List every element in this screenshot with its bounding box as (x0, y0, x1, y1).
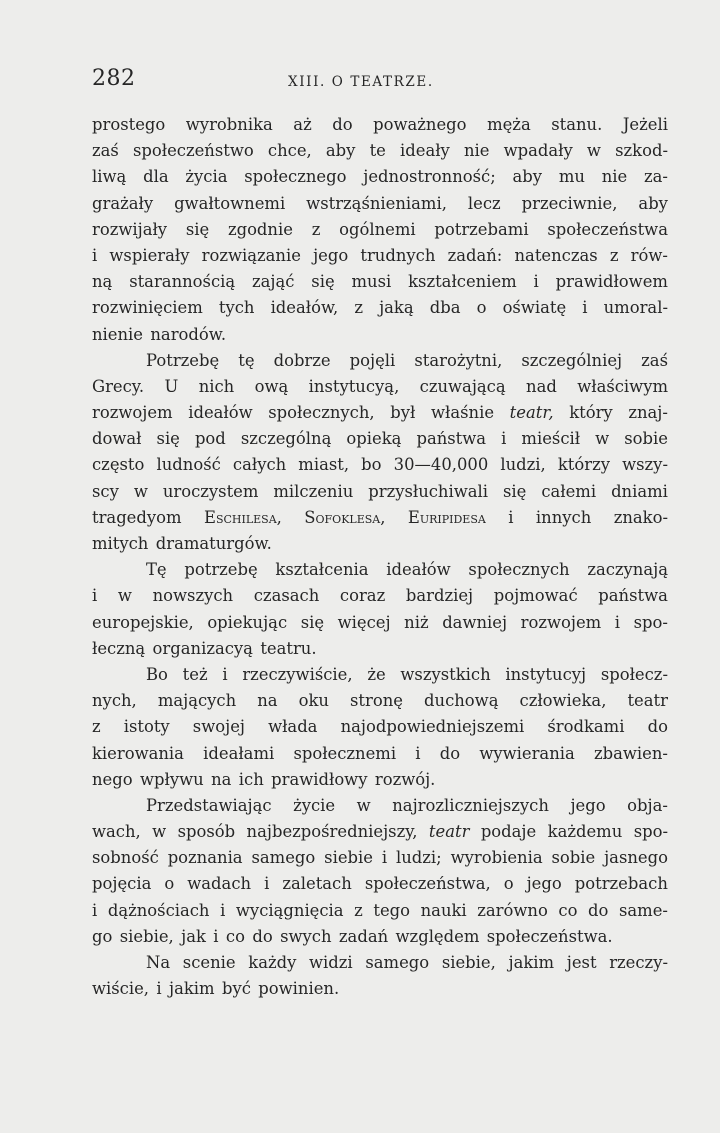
text-line (92, 924, 668, 950)
word: starannością (129, 272, 236, 292)
text-line (92, 898, 668, 924)
word: rów- (630, 245, 668, 265)
word: Potrzebę (146, 350, 220, 370)
text-line (92, 191, 668, 217)
page-number: 282 (92, 66, 136, 91)
word: obja- (627, 795, 668, 815)
word: rozwój. (374, 769, 436, 789)
word: rozwojem (520, 612, 602, 632)
word: liwą (92, 167, 127, 187)
word: ideałów (188, 403, 253, 423)
word: go (92, 926, 113, 946)
word: te (369, 141, 386, 161)
word: mitych (92, 534, 149, 553)
word: z (311, 219, 321, 239)
word: czasach (253, 586, 320, 606)
word: samego (365, 953, 430, 972)
word: społeczeństwa (547, 219, 668, 239)
word: wach, (92, 822, 141, 842)
word: Przedstawiając (146, 795, 272, 815)
word: nich (198, 376, 235, 396)
word: scy (92, 481, 119, 501)
word: kształcenia (275, 560, 369, 580)
word: jakim (169, 979, 215, 999)
word: o (503, 874, 514, 894)
word: wszystkich (400, 664, 491, 684)
word: względem (395, 926, 480, 946)
word: społecznego (244, 167, 347, 187)
word: Na (146, 953, 171, 972)
word: i (415, 743, 421, 763)
word: do (252, 926, 273, 946)
word: mieścił (521, 429, 581, 449)
word: wiście, (92, 979, 150, 999)
word: wadach (187, 874, 252, 894)
word: który (569, 403, 613, 423)
word: nego (92, 769, 133, 789)
word: każdemu (547, 822, 623, 842)
page-header (92, 66, 668, 96)
word: państwa (598, 586, 668, 606)
word: każdy (248, 953, 297, 972)
word: prawidłowy (271, 769, 368, 789)
word: tragedyom (92, 507, 182, 527)
word: i (92, 586, 98, 606)
word: sobie (551, 848, 596, 868)
word: z (354, 900, 363, 920)
word: trudnych (360, 245, 436, 265)
word: aby (638, 193, 668, 213)
word: niż (404, 612, 429, 632)
word: ideałów, (270, 298, 339, 318)
word: i (156, 979, 162, 999)
word: ideały (400, 141, 450, 161)
word: kształceniem (408, 272, 517, 292)
word: stanu. (551, 115, 603, 134)
word: swych (280, 926, 332, 946)
word: musi (351, 272, 392, 292)
word: jest (566, 953, 597, 972)
word: na (211, 769, 232, 789)
word: U (164, 376, 179, 396)
text-line (92, 322, 668, 348)
word: same- (619, 900, 668, 920)
running-head: XIII. O TEATRZE. (288, 74, 434, 90)
word: na (257, 691, 278, 711)
word: co (225, 926, 245, 946)
word: coraz (339, 586, 386, 606)
word: najodpowiedniejszemi (340, 717, 525, 737)
word: lecz (467, 193, 501, 213)
word: Sofoklesa, (304, 507, 386, 527)
word: i (381, 848, 388, 868)
word: za- (644, 167, 668, 187)
word: jego (313, 245, 349, 265)
word: ną (92, 272, 113, 292)
word: przysłuchiwali (368, 481, 489, 501)
word: ludność (156, 455, 221, 475)
text-line (92, 531, 668, 557)
word: z (354, 298, 363, 318)
word: społecznych, (268, 403, 375, 423)
word: powinien. (258, 979, 340, 999)
word: zaczynają (587, 560, 668, 580)
text-line (92, 138, 668, 164)
word: społecznemi (293, 743, 397, 763)
word: bardziej (405, 586, 474, 606)
word: natenczas (514, 245, 598, 265)
word: siebie, (119, 926, 174, 946)
word: zaletach (282, 874, 352, 894)
word: wpadały (503, 141, 573, 161)
word: rozwinięciem (92, 298, 203, 318)
text-line (92, 452, 668, 478)
word: prostego (92, 115, 166, 134)
text-line (92, 662, 668, 688)
word: opiekując (207, 612, 288, 632)
word: potrzebę (184, 560, 258, 580)
word: i (614, 612, 621, 632)
word: dobrze (273, 350, 331, 370)
word: łeczną (92, 638, 146, 658)
word: całych (232, 455, 287, 475)
word: rozwiązanie (201, 245, 301, 265)
word: i (92, 900, 98, 920)
word: społecznych (468, 560, 570, 580)
word: wywierania (479, 743, 575, 763)
word: najbezpośredniejszy, (246, 822, 418, 842)
word: Bo (146, 664, 168, 684)
word: czuwającą (419, 376, 506, 396)
word: Jeżeli (622, 115, 668, 134)
word: tych (218, 298, 255, 318)
word: starożytni, (414, 350, 503, 370)
word: i (533, 272, 539, 292)
word: zadań: (447, 245, 503, 265)
text-line (92, 741, 668, 767)
word: być (221, 979, 251, 999)
word: się (311, 272, 335, 292)
word: jakim (508, 953, 555, 972)
word: instytucyj (505, 664, 587, 684)
word: rzeczy- (609, 953, 668, 972)
word: milczeniu (273, 481, 354, 501)
word: nienie (92, 324, 143, 344)
word: grażały (92, 193, 154, 213)
word: się (185, 219, 210, 239)
word: gwałtownemi (174, 193, 286, 213)
word: co (558, 900, 578, 920)
word: chce, (267, 141, 312, 161)
word: uroczystem (162, 481, 259, 501)
body-text (92, 112, 668, 1002)
word: którzy (557, 455, 610, 475)
word: do (332, 115, 353, 134)
word: miast, (298, 455, 350, 475)
word: pojmować (493, 586, 578, 606)
word: istoty (123, 717, 170, 737)
word: dawniej (442, 612, 508, 632)
word: ideałami (203, 743, 275, 763)
word: i (582, 298, 588, 318)
word: poznania (167, 848, 243, 868)
word: nych, (92, 691, 137, 711)
word: Eschilesa, (203, 507, 282, 527)
text-line (92, 557, 668, 583)
text-line (92, 610, 668, 636)
word: zaś (92, 141, 119, 161)
word: spo- (633, 612, 668, 632)
word: i (508, 507, 514, 527)
word: do (439, 743, 461, 763)
text-line (92, 767, 668, 793)
word: w (586, 141, 601, 161)
text-line (92, 793, 668, 819)
word: państwa (416, 429, 487, 449)
word: wpływu (140, 769, 204, 789)
word: instytucyą, (308, 376, 400, 396)
word: i (220, 900, 226, 920)
word: człowieka, (519, 691, 607, 711)
word: społeczeństwa. (486, 926, 613, 946)
word: rzeczywiście, (242, 664, 353, 684)
text-line (92, 269, 668, 295)
word: podaje (480, 822, 537, 842)
word: zadań (338, 926, 389, 946)
word: pojęcia (92, 874, 152, 894)
word: tę (238, 350, 255, 370)
word: w (595, 429, 610, 449)
word: zgodnie (227, 219, 293, 239)
word: scenie (182, 953, 236, 972)
word: ich (238, 769, 264, 789)
text-line (92, 976, 668, 1002)
word: zaś (641, 350, 668, 370)
word: nauki (420, 900, 467, 920)
word: kierowania (92, 743, 184, 763)
word: szczególniej (521, 350, 623, 370)
word: zarówno (477, 900, 548, 920)
word: dba (429, 298, 461, 318)
text-line (92, 583, 668, 609)
text-line (92, 426, 668, 452)
word: wyrobienia (450, 848, 543, 868)
word: prawidłowem (555, 272, 668, 292)
word: duchową (424, 691, 499, 711)
word: dla (143, 167, 169, 187)
text-line (92, 688, 668, 714)
text-line (92, 217, 668, 243)
word: wyrobnika (185, 115, 273, 134)
word: społecz- (600, 664, 668, 684)
word: umoral- (603, 298, 668, 318)
text-line (92, 845, 668, 871)
word: 30—40,000 (393, 455, 489, 475)
word: z (609, 245, 619, 265)
word: Grecy. (92, 376, 145, 396)
word: przeciwnie, (521, 193, 618, 213)
word: wspierały (109, 245, 190, 265)
word: szkod- (615, 141, 668, 161)
word: zająć (252, 272, 295, 292)
word: życie (293, 795, 336, 815)
word: aby (325, 141, 356, 161)
word: jasnego (604, 848, 668, 868)
word: w (117, 586, 132, 606)
word: jego (570, 795, 606, 815)
text-line (92, 243, 668, 269)
text-line (92, 400, 668, 426)
word: sobie (624, 429, 668, 449)
word: najrozliczniejszych (392, 795, 549, 815)
word: ludzi, (500, 455, 546, 475)
word: Tę (146, 560, 167, 580)
word: widzi (309, 953, 353, 972)
word: samego (251, 848, 316, 868)
word: swojej (192, 717, 245, 737)
word: się (503, 481, 527, 501)
word: społeczeństwo (132, 141, 254, 161)
word: z (92, 717, 101, 737)
word: do (647, 717, 668, 737)
word: i (264, 874, 270, 894)
word: aby (512, 167, 543, 187)
word: mających (157, 691, 237, 711)
word: właściwym (577, 376, 668, 396)
word: w (356, 795, 371, 815)
word: spo- (633, 822, 668, 842)
word: teatr, (509, 403, 554, 423)
word: narodów. (150, 324, 227, 344)
word: teatr (428, 822, 470, 842)
word: i (92, 245, 98, 265)
word: pod (194, 429, 226, 449)
word: i (501, 429, 507, 449)
word: nowszych (152, 586, 234, 606)
word: w (133, 481, 148, 501)
word: i (222, 664, 228, 684)
word: nad (526, 376, 557, 396)
word: teatr (627, 691, 668, 711)
word: i (213, 926, 219, 946)
word: aż (293, 115, 312, 134)
word: całemi (541, 481, 597, 501)
word: dramaturgów. (155, 534, 272, 553)
word: dniami (611, 481, 668, 501)
text-line (92, 164, 668, 190)
word: zbawien- (593, 743, 668, 763)
word: często (92, 455, 145, 475)
word: o (476, 298, 487, 318)
word: w (152, 822, 167, 842)
word: dążnościach (107, 900, 210, 920)
word: do (588, 900, 609, 920)
word: opieką (346, 429, 402, 449)
word: się (156, 429, 180, 449)
word: siebie, (441, 953, 496, 972)
word: był (390, 403, 416, 423)
word: jaką (379, 298, 414, 318)
text-line (92, 819, 668, 845)
word: że (367, 664, 386, 684)
word: wstrząśnieniami, (306, 193, 447, 213)
text-line (92, 714, 668, 740)
text-line (92, 348, 668, 374)
word: innych (535, 507, 592, 527)
word: siebie (324, 848, 373, 868)
word: więcej (337, 612, 391, 632)
word: sobność (92, 848, 159, 868)
word: oku (298, 691, 329, 711)
word: Euripidesa (407, 507, 486, 527)
word: jak (181, 926, 206, 946)
word: poważnego (373, 115, 467, 134)
word: mu (558, 167, 585, 187)
text-line (92, 871, 668, 897)
word: nie (601, 167, 628, 187)
word: wszy- (622, 455, 668, 475)
word: tego (373, 900, 411, 920)
word: jego (526, 874, 562, 894)
text-line (92, 112, 668, 138)
text-line (92, 505, 668, 531)
word: ogólnemi (339, 219, 416, 239)
word: bo (361, 455, 382, 475)
word: sposób (177, 822, 236, 842)
word: stronę (350, 691, 403, 711)
word: pojęli (349, 350, 396, 370)
word: właśnie (431, 403, 495, 423)
word: potrzebach (574, 874, 668, 894)
text-line (92, 950, 668, 976)
word: nie (463, 141, 490, 161)
word: oświatę (502, 298, 567, 318)
word: rozwojem (92, 403, 173, 423)
word: się (300, 612, 325, 632)
word: organizacyą (152, 638, 253, 658)
word: też (182, 664, 208, 684)
word: życia (185, 167, 228, 187)
text-line (92, 295, 668, 321)
word: europejskie, (92, 612, 194, 632)
word: jednostronność; (363, 167, 496, 187)
text-line (92, 479, 668, 505)
word: o (164, 874, 175, 894)
word: teatru. (260, 638, 317, 658)
word: wyciągnięcia (235, 900, 344, 920)
text-line (92, 636, 668, 662)
text-line (92, 374, 668, 400)
word: znaj- (628, 403, 668, 423)
word: włada (268, 717, 318, 737)
word: męża (487, 115, 531, 134)
word: ludzi; (396, 848, 442, 868)
word: szczególną (240, 429, 332, 449)
word: ideałów (386, 560, 451, 580)
word: rozwijały (92, 219, 168, 239)
word: ową (254, 376, 289, 396)
word: społeczeństwa, (364, 874, 491, 894)
word: środkami (547, 717, 625, 737)
word: dował (92, 429, 142, 449)
word: znako- (613, 507, 668, 527)
word: potrzebami (434, 219, 529, 239)
